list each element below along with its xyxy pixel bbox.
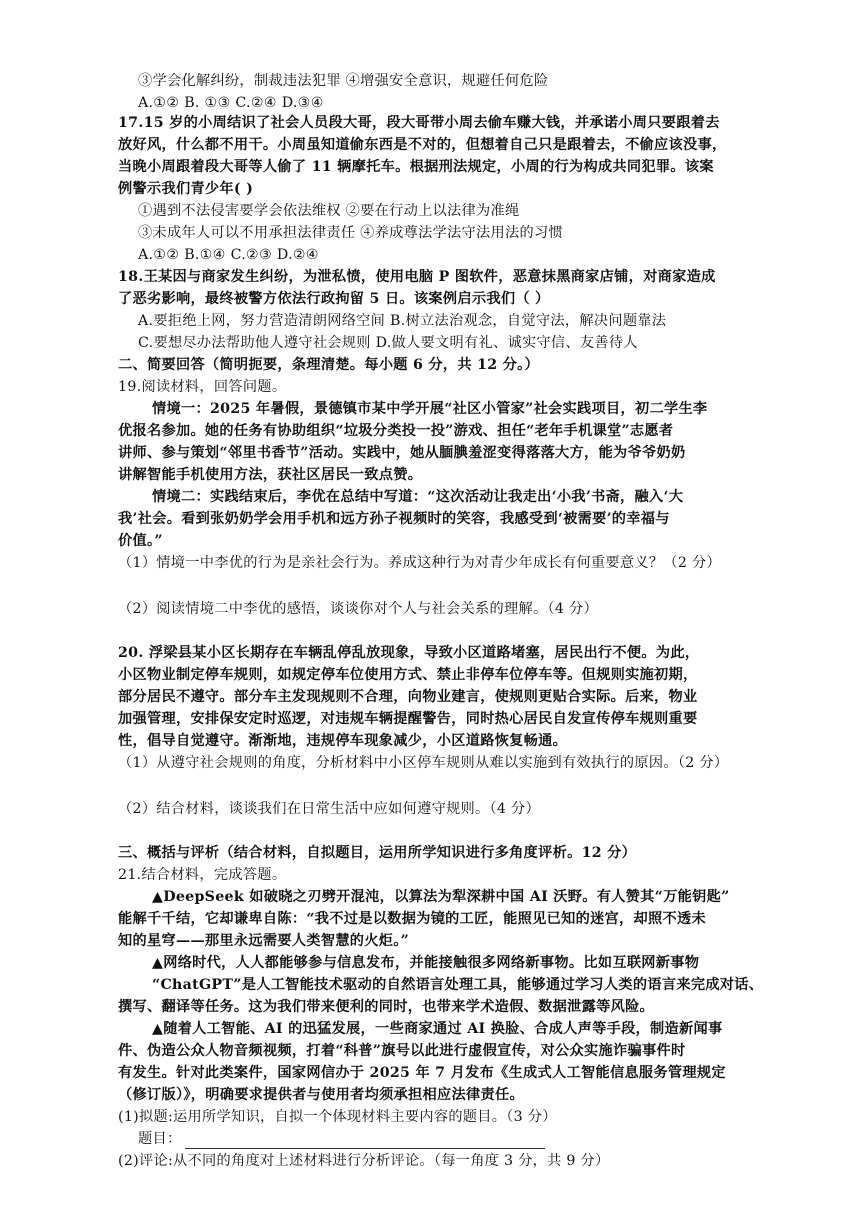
text-line: (1)拟题:运用所学知识，自拟一个体现材料主要内容的题目。（3 分） <box>118 1109 557 1125</box>
text-line: A.①② B. ①③ C.②④ D.③④ <box>138 95 324 111</box>
text-line: （1）从遵守社会规则的角度，分析材料中小区停车规则从难以实施到有效执行的原因。（2 分） <box>118 755 729 771</box>
text-line: 21.结合材料，完成答题。 <box>118 867 287 883</box>
text-line: 优报名参加。她的任务有协助组织“垃圾分类投一投”游戏、担任“老年手机课堂”志愿者 <box>118 423 674 439</box>
text-line: 情境二：实践结束后，李优在总结中写道：“这次活动让我走出‘小我’书斋，融入‘大 <box>152 489 684 505</box>
text-line: “ChatGPT”是人工智能技术驱动的自然语言处理工具，能够通过学习人类的语言来完成对话、 <box>152 977 764 993</box>
text-line: 19.阅读材料，回答问题。 <box>118 379 287 395</box>
text-line: 情境一：2025 年暑假，景德镇市某中学开展“社区小管家”社会实践项目，初二学生李 <box>152 401 708 417</box>
text-line: 20. 浮梁县某小区长期存在车辆乱停乱放现象，导致小区道路堵塞，居民出行不便。为此， <box>118 645 700 661</box>
text-line: 讲师、参与策划“邻里书香节”活动。实践中，她从腼腆羞涩变得落落大方，能为爷爷奶奶 <box>118 445 686 461</box>
text-line: (2)评论:从不同的角度对上述材料进行分析评论。（每一角度 3 分，共 9 分） <box>118 1153 610 1169</box>
text-line: ▲DeepSeek 如破晓之刃劈开混沌，以算法为犁深耕中国 AI 沃野。有人赞其“万能钥匙” <box>152 889 730 905</box>
text-line: 小区物业制定停车规则，如规定停车位使用方式、禁止非停车位停车等。但规则实施初期， <box>118 667 698 683</box>
text-line: （修订版）》，明确要求提供者与使用者均须承担相应法律责任。 <box>118 1087 524 1103</box>
text-line: 17.15 岁的小周结识了社会人员段大哥，段大哥带小周去偷车赚大钱，并承诺小周只要跟着去 <box>118 115 720 131</box>
text-line: 二、简要回答（简明扼要，条理清楚。每小题 6 分，共 12 分。） <box>118 357 540 373</box>
text-line: 三、概括与评析（结合材料，自拟题目，运用所学知识进行多角度评析。12 分） <box>118 845 637 861</box>
text-line: ▲随着人工智能、AI 的迅猛发展，一些商家通过 AI 换脸、合成人声等手段，制造新闻事 <box>152 1021 723 1037</box>
text-line: 件、伪造公众人物音频视频，打着“科普”旗号以此进行虚假宣传，对公众实施诈骗事件时 <box>118 1043 686 1059</box>
text-line: A.①② B.①④ C.②③ D.②④ <box>138 247 319 263</box>
text-line: ①遇到不法侵害要学会依法维权 ②要在行动上以法律为准绳 <box>138 203 520 219</box>
text-line: 讲解智能手机使用方法，获社区居民一致点赞。 <box>118 467 423 483</box>
text-line: ③未成年人可以不用承担法律责任 ④养成尊法学法守法用法的习惯 <box>138 225 563 241</box>
text-line: C.要想尽办法帮助他人遵守社会规则 D.做人要文明有礼、诚实守信、友善待人 <box>138 335 638 351</box>
text-line: 价值。” <box>118 533 163 549</box>
text-line: 例警示我们青少年( ) <box>118 181 254 197</box>
text-line: （2）结合材料，谈谈我们在日常生活中应如何遵守规则。（4 分） <box>118 801 541 817</box>
text-line: 性，倡导自觉遵守。渐渐地，违规停车现象减少，小区道路恢复畅通。 <box>118 733 568 749</box>
text-line: 部分居民不遵守。部分车主发现规则不合理，向物业建言，使规则更贴合实际。后来，物业 <box>118 689 698 705</box>
text-line: A.要拒绝上网，努力营造清朗网络空间 B.树立法治观念，自觉守法，解决问题靠法 <box>138 313 667 329</box>
text-line: 知的星穹——那里永远需要人类智慧的火炬。” <box>118 933 410 949</box>
text-line: （1）情境一中李优的行为是亲社会行为。养成这种行为对青少年成长有何重要意义？（2 分） <box>118 555 721 571</box>
text-line: 题目： <box>138 1131 182 1147</box>
text-line: 当晚小周跟着段大哥等人偷了 11 辆摩托车。根据刑法规定，小周的行为构成共同犯罪。该案 <box>118 159 714 175</box>
text-line: （2）阅读情境二中李优的感悟，谈谈你对个人与社会关系的理解。（4 分） <box>118 601 598 617</box>
text-line: 放好风，什么都不用干。小周虽知道偷东西是不对的，但想着自己只是跟着去，不偷应该没事， <box>118 137 727 153</box>
text-line: 了恶劣影响，最终被警方依法行政拘留 5 日。该案例启示我们（ ） <box>118 291 550 307</box>
answer-underline <box>185 1148 545 1149</box>
text-line: 我’社会。看到张奶奶学会用手机和远方孙子视频时的笑容，我感受到‘被需要’的幸福与 <box>118 511 670 527</box>
text-line: 有发生。针对此类案件，国家网信办于 2025 年 7 月发布《生成式人工智能信息服务管理规定 <box>118 1065 726 1081</box>
text-line: ▲网络时代，人人都能够参与信息发布，并能接触很多网络新事物。比如互联网新事物 <box>152 955 700 971</box>
text-line: 撰写、翻译等任务。这为我们带来便利的同时，也带来学术造假、数据泄露等风险。 <box>118 999 655 1015</box>
text-line: ③学会化解纠纷，制裁违法犯罪 ④增强安全意识，规避任何危险 <box>138 73 549 89</box>
text-line: 18.王某因与商家发生纠纷，为泄私愤，使用电脑 P 图软件，恶意抹黑商家店铺，对商家造成 <box>118 269 716 285</box>
text-line: 加强管理，安排保安定时巡逻，对违规车辆提醒警告，同时热心居民自发宣传停车规则重要 <box>118 711 698 727</box>
text-line: 能解千千结，它却谦卑自陈：“我不过是以数据为镜的工匠，能照见已知的迷宫，却照不透未 <box>118 911 706 927</box>
